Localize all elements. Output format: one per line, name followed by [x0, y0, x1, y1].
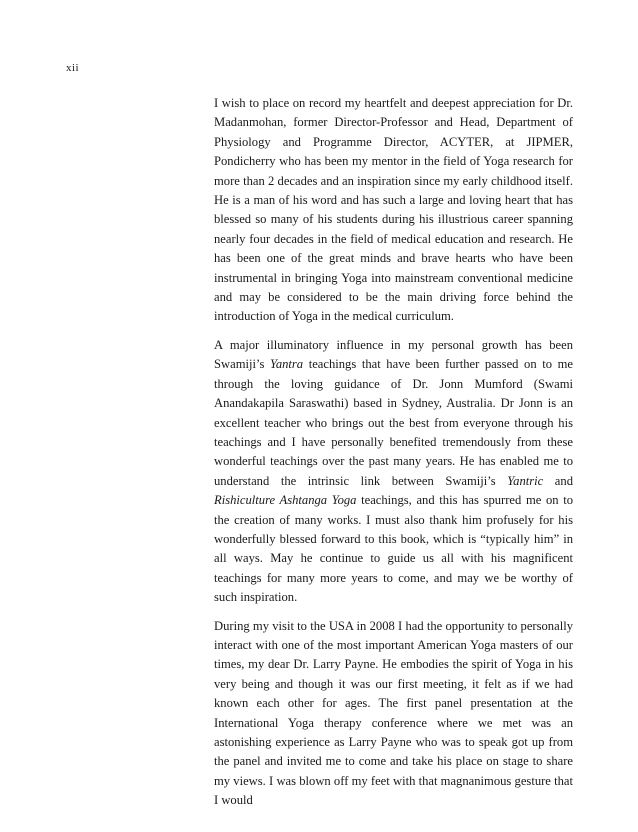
italic-term-yantric: Yantric: [507, 473, 544, 488]
page-number: xii: [66, 62, 80, 74]
italic-term-rishiculture: Rishiculture Ashtanga Yoga: [214, 493, 357, 508]
paragraph-madanmohan: I wish to place on record my heartfelt and deepest appreciation for Dr. Madanmohan, former Director-Professor and Head, Department of Physiology and Programme Director, ACYTER, at JIPMER, Pondicherry who has been my mentor in the field of Yoga research for more than 2 decades and an inspiration since my early childhood itself. He is a man of his word and has such a large and loving heart that has blessed so many of his students during his illustrious career spanning nearly four decades in the field of medical education and research. He has been one of the great minds and brave hearts who have been instrumental in bringing Yoga into mainstream conventional medicine and may be considered to be the main driving force behind the introduction of Yoga in the medical curriculum.: [214, 96, 573, 324]
body-text: [214, 94, 573, 820]
paragraph-text-segment: A major illuminatory influence in my personal growth has been Swamiji’s: [214, 337, 573, 372]
paragraph-text-segment: and: [543, 473, 573, 488]
paragraph-text-segment: teachings, and this has spurred me on to the creation of many works. I must also thank him profusely for his wonderfully blessed forward to this book, which is “typically him” in all ways. May he continue to guide us all with his magnificent teachings for many more years to come, and may we be worthy of such inspiration.: [214, 493, 573, 605]
paragraph-jonn-mumford: [214, 336, 573, 608]
italic-term-yantra: Yantra: [269, 357, 304, 372]
paragraph-text-segment: teachings that have been further passed on to me through the loving guidance of Dr. Jonn Mumford (Swami Anandakapila Saraswathi) based in Sydney, Australia. Dr Jonn is an excellent teacher who brings out the best from everyone through his teachings and I have personally benefited tremendously from these wonderful teachings over the past many years. He has enabled me to understand the intrinsic link between Swamiji’s: [214, 357, 573, 488]
paragraph-larry-payne: During my visit to the USA in 2008 I had the opportunity to personally interact with one of the most important American Yoga masters of our times, my dear Dr. Larry Payne. He embodies the spirit of Yoga in his very being and though it was our first meeting, it felt as if we had known each other for ages. The first panel presentation at the International Yoga therapy conference where we met was an astonishing experience as Larry Payne who was to speak got up from the panel and invited me to come and take his place on stage to share my views. I was blown off my feet with that magnanimous gesture that I would: [214, 618, 573, 808]
